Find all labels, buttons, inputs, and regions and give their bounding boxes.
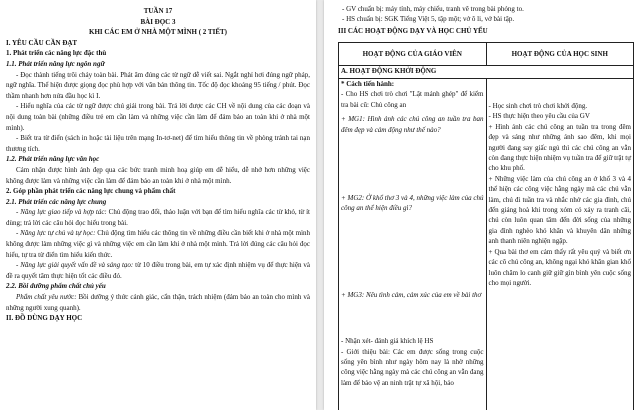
teacher-mg2: + MG2: Ở khổ thơ 3 và 4, những việc làm của chú công an thể hiện điều gì? [341, 194, 484, 213]
student-answer-1: + Hình ảnh các chú công an tuần tra trong đêm đẹp và sáng như những ánh sao đêm, khi mọi người đang say giấc ngủ thì các chú công an vẫn còn đang thực hiện nhiệm vụ tuần tra để giữ trật tự cho khu phố. [488, 122, 631, 173]
lesson-title: BÀI ĐỌC 3 [140, 17, 176, 26]
student-answer-3: + Qua bài thơ em cảm thấy rất yêu quý và biết ơn các cô chú công an, không ngại khó khăn gian khổ luôn chăm lo canh giữ giữ gìn bình yên cuộc sống cho mọi người. [488, 247, 631, 287]
left-page [0, 0, 316, 410]
paragraph-understanding: - Hiểu nghĩa của các từ ngữ được chú giải trong bài. Trả lời được các CH về nội dung của các đoạn và nội dung toàn bài (những điều trẻ em cần làm và những việc cần làm để đảm bảo an toàn khi ở nhà một mình). [6, 102, 310, 132]
teacher-how: * Cách tiến hành: [341, 80, 395, 88]
activity-band: A. HOẠT ĐỘNG KHỞI ĐỘNG [339, 66, 634, 79]
right-page [324, 0, 640, 410]
paragraph-quality [6, 292, 310, 313]
teacher-mg1: + MG1: Hình ảnh các chú công an tuần tra ban đêm đẹp và cảm động như thế nào? [341, 115, 484, 134]
student-answer-2: + Những việc làm của chú công an ở khổ 3 và 4 thể hiện các công việc hằng ngày mà các chú vẫn làm, chú đi tuần tra và nhắc nhở các gia đình, chú đến giảng hoà khi trong xóm có xảy ra tranh cãi, chú còn luôn quan tâm đến đời sống của những gia đình nghèo khó khăn và khuyên dân những anh thanh niên nghiện ngập. [488, 174, 631, 246]
quality-text: Bồi dưỡng ý thức cảnh giác, cẩn thận, trách nhiệm (đảm bảo an toàn cho mình và những người xung quanh). [6, 293, 310, 312]
subsection-heading-1-2: 1.2. Phát triển năng lực văn học [6, 155, 100, 164]
teacher-intro: - Giới thiệu bài: Các em được sống trong cuộc sống yên bình như ngày hôm nay là nhờ những công việc hằng ngày mà các chú công an vẫn đang làm để bảo vệ an ninh trật tự xã hội, bảo [341, 347, 484, 387]
table-band-row [339, 66, 634, 79]
week-title: TUẦN 17 [143, 7, 173, 15]
teacher-cell [339, 79, 487, 410]
student-column-header: HOẠT ĐỘNG CỦA HỌC SINH [486, 43, 634, 66]
teacher-column-header: HOẠT ĐỘNG CỦA GIÁO VIÊN [339, 43, 487, 66]
self-study-text: Chủ động tìm hiểu các thông tin về những điều cần biết khi ở nhà một mình không được làm những việc gì và những việc em cần làm khi ở nhà một mình. Trả lời đúng các câu hỏi đọc hiểu, tự tra từ điển tìm hiểu kiến thức. [6, 229, 311, 259]
activities-heading: III CÁC HOẠT ĐỘNG DẠY VÀ HỌC CHỦ YẾU [338, 26, 488, 35]
right-page-header [338, 4, 634, 36]
subsection-heading-2-2: 2.2. Bồi dưỡng phẩm chất chủ yếu [6, 282, 106, 291]
communication-label: - Năng lực giao tiếp và hợp tác: [16, 208, 107, 217]
subsection-heading-2-1: 2.1. Phát triển các năng lực chung [6, 197, 107, 206]
problem-solving-text: từ 10 điều trong bài, em tự xác định nhiệm vụ để thực hiện và đề ra quyết tâm thực hiện tốt các điều đó. [6, 261, 310, 280]
quality-label: Phẩm chất yêu nước: [16, 293, 77, 302]
paragraph-self-study [6, 228, 310, 260]
subsection-heading-1-1: 1. Phát triển các năng lực đặc thù [6, 49, 107, 58]
paragraph-literature: Cảm nhận được hình ảnh đẹp qua các bức tranh minh hoạ giúp em dễ hiểu, dễ nhớ hơn những việc không được làm và những việc cần làm để đảm bảo an toàn khi ở nhà một mình. [6, 165, 310, 185]
section-heading-2: 2. Góp phần phát triển các năng lực chung và phẩm chất [6, 187, 176, 196]
teacher-prep: - GV chuẩn bị: máy tính, máy chiếu, tranh vẽ trong bài phóng to. [342, 5, 524, 13]
student-follow: - HS thực hiện theo yêu cầu của GV [488, 112, 590, 121]
teacher-feedback: - Nhận xét- đánh giá khích lệ HS [341, 337, 434, 346]
section-heading-3: II. ĐỒ DÙNG DẠY HỌC [6, 314, 83, 323]
table-row [339, 79, 634, 410]
teacher-mg3: + MG3: Nêu tình cảm, cảm xúc của em về bài thơ [341, 290, 482, 299]
student-cell [486, 79, 634, 410]
paragraph-problem-solving [6, 260, 310, 281]
student-play: - Học sinh chơi trò chơi khởi động. [488, 102, 588, 110]
paragraph-dictionary: - Biết tra từ điển (sách in hoặc tài liệu trên mạng In-tơ-net) để tìm hiểu thông tin về phòng tránh tai nạn thương tích. [6, 134, 310, 153]
communication-text: Chủ động trao đổi, thảo luận với bạn để tìm hiểu nghĩa các từ khó, từ ít dùng; trả lời các câu hỏi đọc hiểu trong bài. [6, 208, 310, 227]
section-heading-1: I. YÊU CẦU CẦN ĐẠT [6, 38, 78, 47]
paragraph-reading: - Đọc thành tiếng trôi chảy toàn bài. Phát âm đúng các từ ngữ dễ viết sai. Ngắt nghỉ hơi đúng ngữ pháp, ngữ nghĩa. Thể hiện được giọng đọc phù hợp với văn bản thông tin. Tốc độ đọc khoảng 95 tiếng / phút. Đọc thầm nhanh hơn nửa đầu học kì I. [6, 70, 310, 100]
subsection-heading-1-1-1: 1.1. Phát triển năng lực ngôn ngữ [6, 59, 105, 68]
problem-solving-label: - Năng lực giải quyết vấn đề và sáng tạo: [16, 261, 134, 270]
left-page-content [6, 6, 310, 324]
paragraph-communication [6, 207, 310, 228]
activities-table [338, 42, 634, 410]
student-prep: - HS chuẩn bị: SGK Tiếng Việt 5, tập một; vở ô li, vở bài tập. [342, 15, 515, 24]
table-header-row [339, 43, 634, 66]
self-study-label: - Năng lực tự chủ và tự học: [16, 229, 96, 238]
lesson-name: KHI CÁC EM Ở NHÀ MỘT MÌNH ( 2 TIẾT) [89, 28, 227, 37]
teacher-game: - Cho HS chơi trò chơi "Lật mảnh ghép" để kiểm tra bài cũ: Chủ công an [341, 90, 484, 109]
